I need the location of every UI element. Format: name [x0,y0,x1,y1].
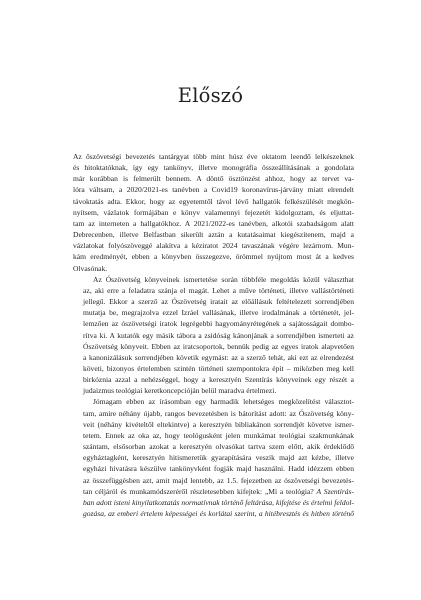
text-line: jellegű. Ekkor a szerző az Ószövetség iratait az előállásuk feltételezett sorrendjében [83,297,354,307]
paragraph [73,274,354,397]
text-line: egyházi hivatásra készülve tankönyvként fogják majd használni. Hadd idézzem ebben [83,464,354,474]
text-line: tam az interneten a hallgatókhoz. A 2021/2022-es tanévben, alkotói szabadságom alatt [73,218,354,228]
body-text [73,151,354,519]
text-line: nyítsem, vázlatok formájában e könyv valamennyi fejezetét kidolgoztam, és eljuttat- [73,207,354,217]
text-line: gozása, az emberi értelem képességei és korlátai szerint, a hitébresztés és hitben történő [83,509,354,518]
text-line: és hitoktatóknak, így egy tankönyv, illetve monográfia összeállításának a gondolata [73,163,354,173]
text-line: birkóznia azzal a nehézséggel, hogy a keresztyén Szentírás könyveinek egy részét a [83,375,354,385]
text-line: kám eredményét, ebben a könyvben összegezve, örömmel nyújtom most át a kedves [73,252,354,262]
page-title: Előszó [177,84,244,107]
text-line: szántam, elsősorban azokat a keresztyén olvasókat tartva szem előtt, akik érdeklődő [83,442,354,452]
text-line: az, aki erre a feladatra szánja el magát. Lehet a műve történeti, illetve vallástörténeti [83,285,354,295]
text-line: ban adott isteni kinyilatkoztatás normatívnak történő feltárása, kifejtése és értelmi feldol- [83,497,354,507]
text-line: az összefüggésben azt, amit majd lentebb, az 1.5. fejezetben az ószövetségi bevezetés- [83,475,354,485]
text-line: judaizmus teológiai keretkoncepcióján belül maradva értelmezi. [83,386,277,396]
text-line: Az Ószövetség könyveinek ismertetése során többféle megoldás közül választhat [93,274,354,284]
text-line: lemzően az ószövetségi iratok legrégebbi hagyományrétegének a sajátosságait dombo- [83,319,354,329]
text-line: mutatja be, megrajzolva ezzel Izráel vallásának, illetve irodalmának a történetét, jel- [83,308,354,318]
text-line: vázlatokat folyószöveggé alakítva a kéziratot 2024 tavaszának végére lezárnom. Mun- [73,241,354,251]
text-line: Jómagam ebben az írásomban egy harmadik lehetséges megközelítést választot- [93,397,354,407]
text-line: a kanonizálásuk sorrendjében követik egymást: az a szerző tehát, aki ezt az elrendezést [83,352,354,362]
text-line: követi, bizonyos értelemben szintén történeti szempontokra épít – miközben meg kell [83,363,354,373]
text-line: rítva ki. A kutatók egy másik tábora a zsidóság kánonjának a sorrendjében ismerteti az [83,330,354,340]
paragraph [73,151,354,274]
text-line: lóra váltsam, a 2020/2021-es tanévben a Covid19 koronavírus-járvány miatt elrendelt [73,185,354,195]
text-line: Az őszövetségi bevezetés tantárgyat több mint húsz éve oktatom leendő lelkészeknek [73,152,354,161]
text-line: már korábban is felmerült bennem. A döntő ösztönzést ahhoz, hogy az tervet va- [73,174,354,184]
text-line: tetem. Ennek az oka az, hogy teológusként jelen munkámat teológiai szakmunkának [83,430,354,440]
text-line: Debrecenben, illetve Belfastban sikerült aztán a kutatásaimat kiegészítenem, majd a [73,230,354,240]
text-line: veit (néhány kivételtől eltekintve) a keresztyén bibliakánon sorrendjét követve ismer- [83,419,354,429]
paragraph [73,396,354,519]
text-line: egyháztagként, keresztyén hitismeretük gyarapítására veszik majd azt kézbe, illetve [83,453,354,463]
text-line: távoktatás adta. Ekkor, hogy az egyetemtől távol lévő hallgatók felkészülését megkön- [73,196,354,206]
text-line: tan céljáról és munkamódszeréről részletesebben kifejtek: „Mi a teológia? A Szentírás- [83,486,354,496]
text-line: Ószövetség könyveit. Ebben az iratcsoportok, bennük pedig az egyes iratok alapvetően [83,341,354,351]
text-line: tam, amire néhány újabb, rangos bevezetésben is bátorítást adott: az Ószövetség köny- [83,408,354,418]
text-line: Olvasónak. [73,263,108,273]
